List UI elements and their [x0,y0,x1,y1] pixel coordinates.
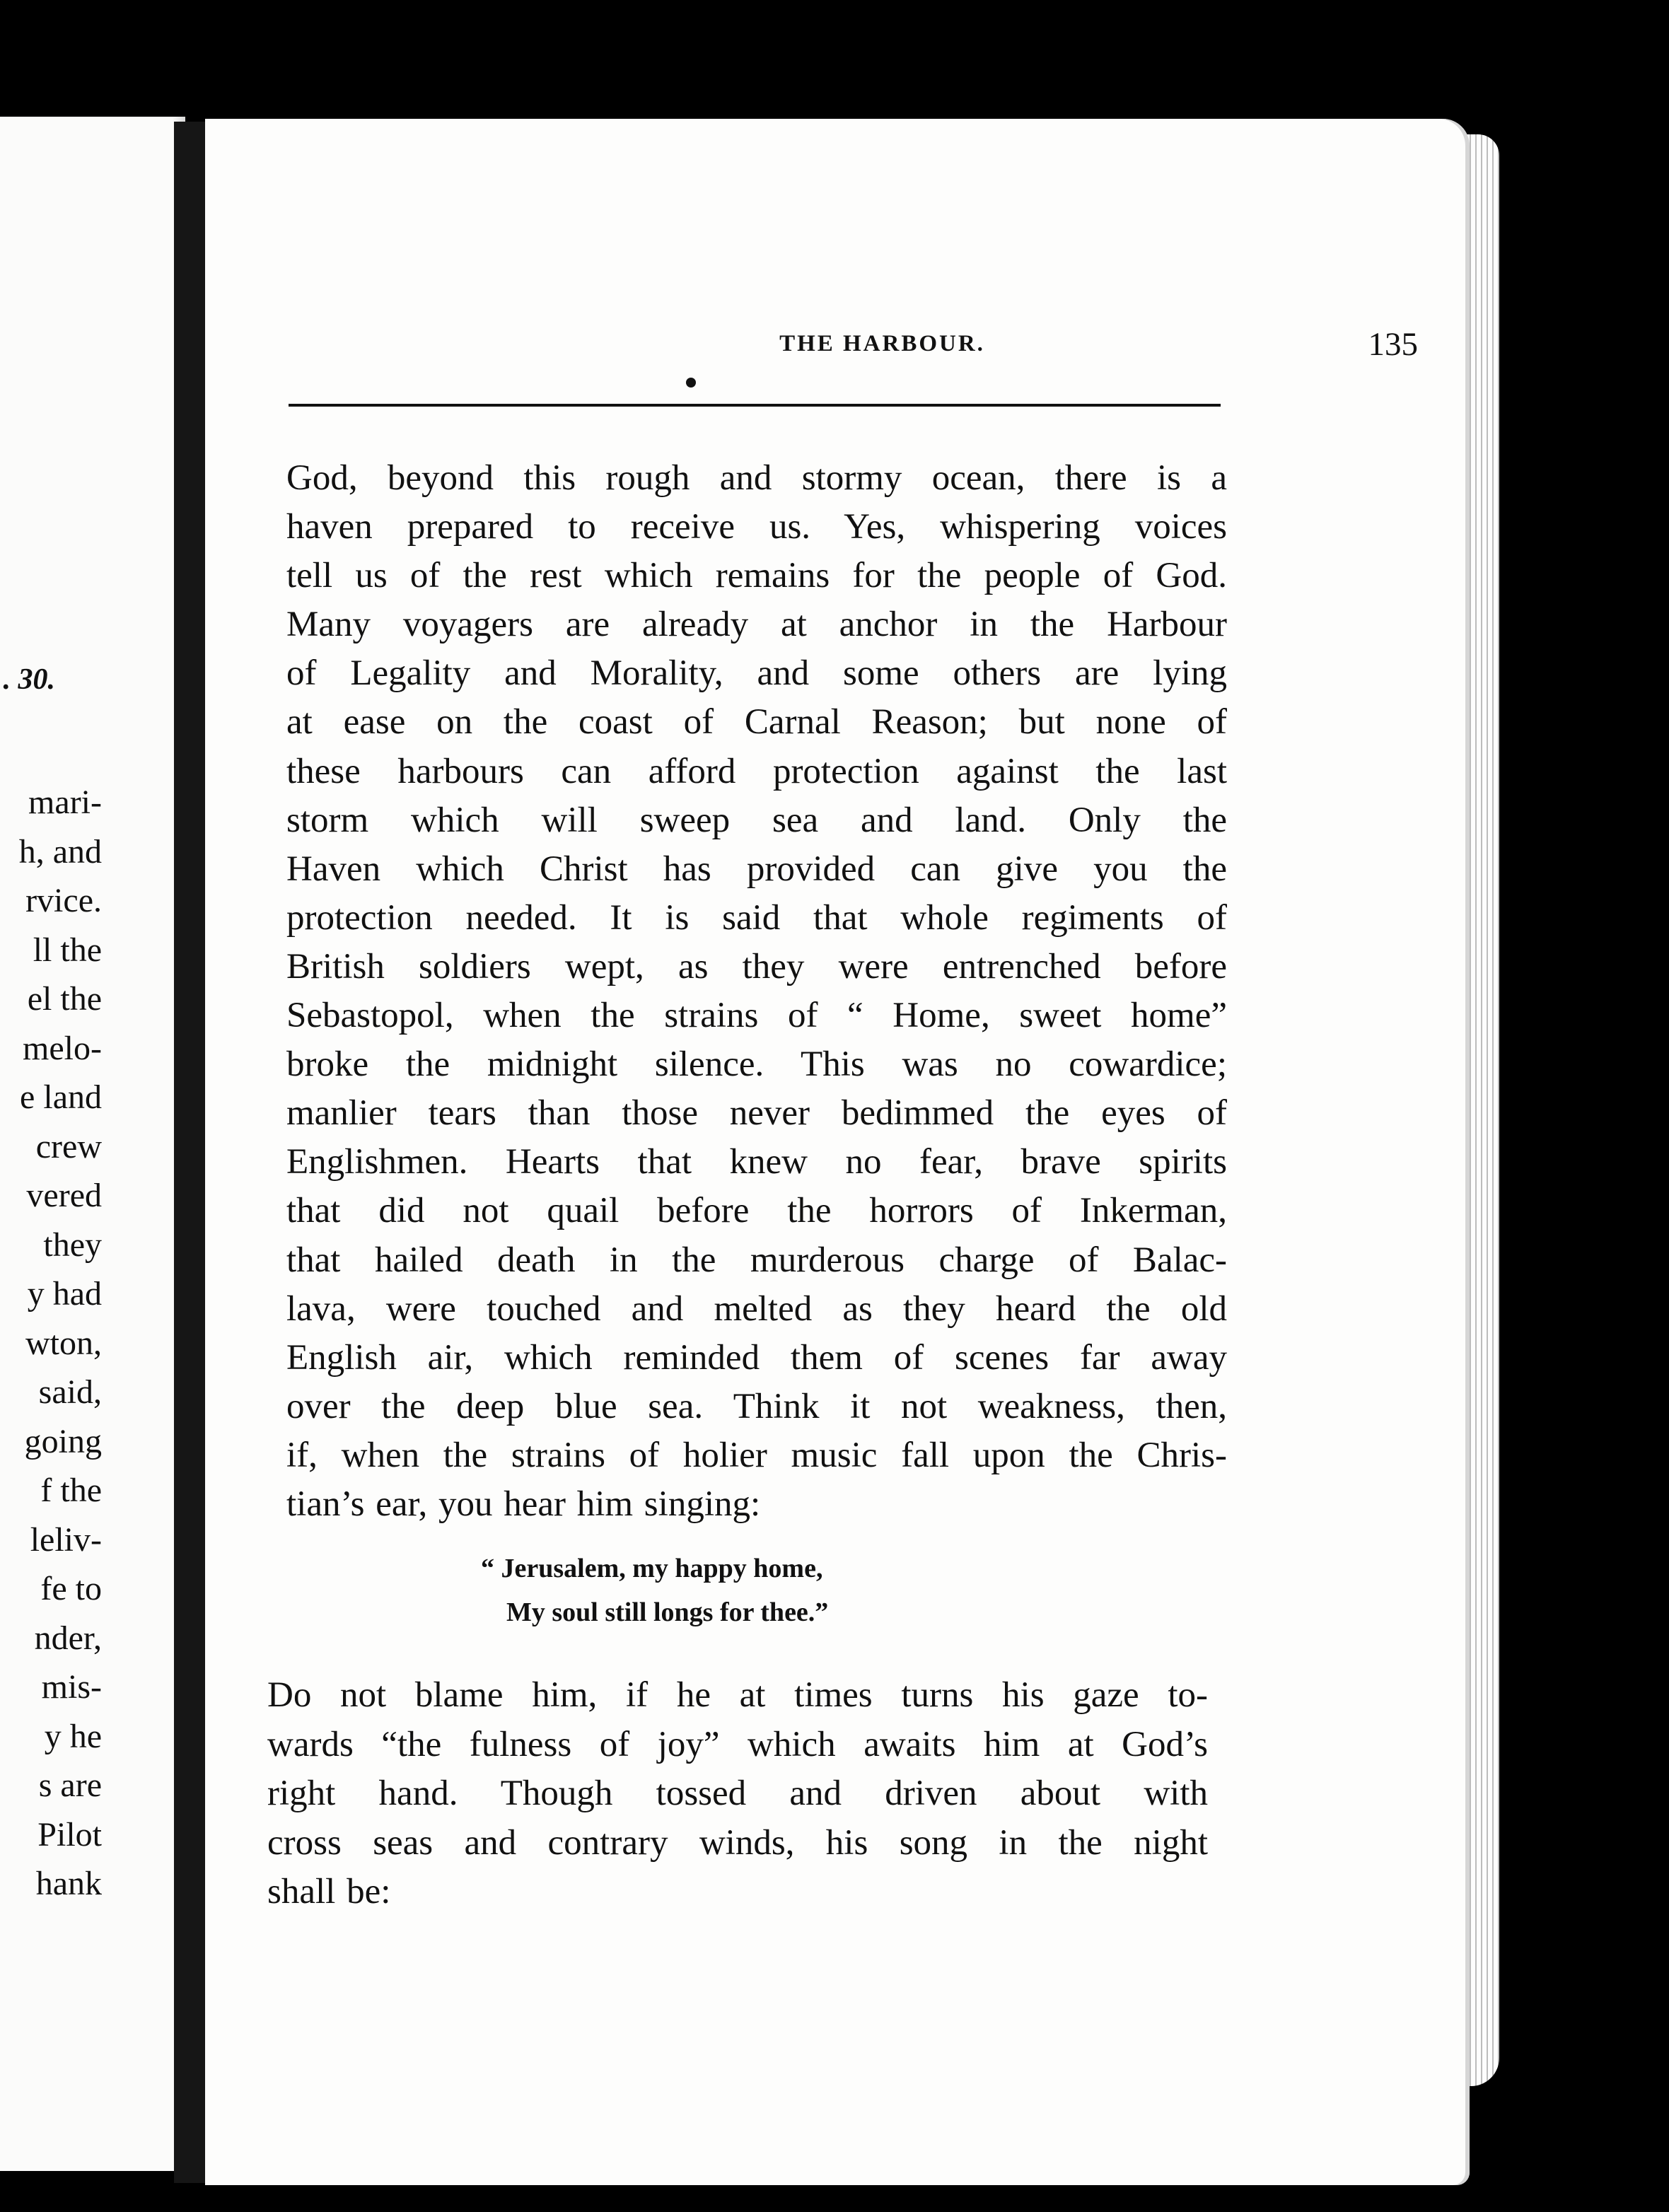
page-number: 135 [1368,326,1418,363]
previous-page-line: mari- [28,784,102,821]
book-page [205,119,1470,2185]
previous-page-line: hank [35,1865,102,1902]
previous-page-line: y had [27,1275,102,1312]
running-head [347,326,1418,380]
text-line: Sebastopol, when the strains of “ Home, sweet home” [286,996,1227,1036]
previous-page-line: y he [44,1717,102,1755]
book-spine [174,122,209,2183]
text-line: these harbours can afford protection against the last [286,751,1227,791]
ornament-dot [686,378,696,388]
text-line: storm which will sweep sea and land. Only the [286,800,1227,840]
text-line: wards “the fulness of joy” which awaits him at God’s [267,1724,1208,1764]
previous-page-text [0,778,102,1909]
text-line: Englishmen. Hearts that knew no fear, brave spirits [286,1142,1227,1182]
previous-page-heading: . 30. [3,663,55,696]
header-rule [289,404,1221,407]
verse-line: My soul still longs for thee.” [506,1597,829,1627]
previous-page-line: nder, [34,1619,102,1657]
body-text-continued [267,1671,1208,1917]
previous-page-line: s are [38,1766,102,1804]
previous-page-line: fe to [40,1570,102,1607]
previous-page-line: e land [20,1078,102,1116]
text-line: right hand. Though tossed and driven about with [267,1774,1208,1813]
text-line: Many voyagers are already at anchor in the Harbour [286,605,1227,645]
text-line: British soldiers wept, as they were entrenched before [286,946,1227,986]
text-line: tell us of the rest which remains for the people of God. [286,556,1227,596]
body-text [286,454,1227,1529]
previous-page [0,117,185,2171]
text-line: broke the midnight silence. This was no cowardice; [286,1044,1227,1085]
text-line: manlier tears than those never bedimmed the eyes of [286,1093,1227,1134]
text-line: protection needed. It is said that whole regiments of [286,897,1227,938]
text-line: shall be: [267,1872,391,1911]
text-line: if, when the strains of holier music fall upon the Chris- [286,1435,1227,1475]
previous-page-line: crew [35,1127,102,1165]
verse-quotation [481,1547,828,1634]
previous-page-line: f the [40,1472,102,1509]
previous-page-line: wton, [25,1324,102,1362]
previous-page-line: leliv- [30,1520,102,1559]
previous-page-line: melo- [23,1029,102,1067]
text-line: that did not quail before the horrors of Inkerman, [286,1191,1227,1231]
text-line: Do not blame him, if he at times turns his gaze to- [267,1675,1208,1715]
text-line: over the deep blue sea. Think it not weakness, then, [286,1386,1227,1426]
previous-page-line: they [43,1226,102,1264]
previous-page-line: el the [27,980,102,1018]
text-line: English air, which reminded them of scenes far away [286,1337,1227,1378]
previous-page-line: rvice. [25,882,102,919]
previous-page-line: going [24,1422,102,1460]
text-line: at ease on the coast of Carnal Reason; but none of [286,702,1227,743]
running-title: THE HARBOUR. [779,331,985,356]
previous-page-line: h, and [18,832,102,871]
text-line: that hailed death in the murderous charge of Balac- [286,1240,1227,1280]
previous-page-line: mis- [41,1668,102,1706]
text-line: haven prepared to receive us. Yes, whispering voices [286,507,1227,547]
text-line: Haven which Christ has provided can give you the [286,849,1227,889]
text-line: of Legality and Morality, and some others are lying [286,653,1227,694]
previous-page-line: said, [38,1373,102,1411]
previous-page-line: ll the [33,931,102,969]
previous-page-line: Pilot [37,1815,102,1853]
text-line: tian’s ear, you hear him singing: [286,1484,761,1524]
text-line: God, beyond this rough and stormy ocean, there is a [286,458,1227,498]
previous-page-line: vered [26,1177,102,1214]
verse-line: “ Jerusalem, my happy home, [481,1554,823,1583]
text-line: lava, were touched and melted as they heard the old [286,1288,1227,1329]
text-line: cross seas and contrary winds, his song in the night [267,1822,1208,1863]
